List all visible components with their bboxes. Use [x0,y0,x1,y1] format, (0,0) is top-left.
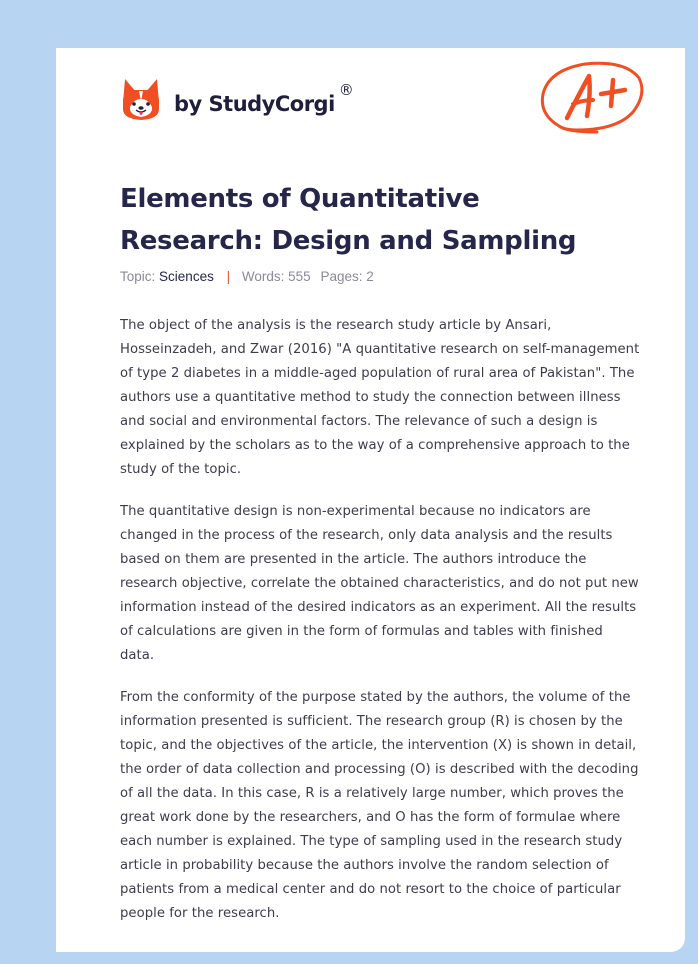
paragraph: From the conformity of the purpose stated by the authors, the volume of the information presented is sufficient. The research group (R) is chosen by the topic, and the objectives of the article, the intervention (X) is shown in detail, the order of data collection and processing (O) is described with the decoding of all the data. In this case, R is a relatively large number, which proves the great work done by the researchers, and O has the form of formulae where each number is explained. The type of sampling used in the research study article in probability because the authors involve the random selection of patients from a medical center and do not resort to the choice of particular people for the research. [120,690,639,921]
corgi-icon [120,77,162,123]
article-title: Elements of Quantitative Research: Design and Sampling [120,184,577,256]
article-body [120,314,640,944]
brand-name: by StudyCorgi [174,92,335,116]
article-meta [120,269,374,284]
studycorgi-logo[interactable] [120,76,354,124]
paragraph: The quantitative design is non-experimental because no indicators are changed in the process of the research, only data analysis and the results based on them are presented in the article. The authors introduce the research objective, correlate the obtained characteristics, and do not put new information instead of the desired indicators as an experiment. All the results of calculations are given in the form of formulas and tables with finished data. [120,504,639,663]
header [120,74,647,154]
topic-label: Topic: [120,269,156,284]
document-card [56,48,685,952]
word-count: Words: 555 [241,269,311,284]
a-plus-grade-icon [537,58,647,138]
topic-link[interactable]: Sciences [159,269,214,284]
page-count: Pages: 2 [320,269,374,284]
registered-mark: ® [338,81,354,99]
meta-separator: | [226,269,231,284]
paragraph: The object of the analysis is the research study article by Ansari, Hosseinzadeh, and Zwar (2016) "A quantitative research on self-management of type 2 diabetes in a middle-aged population of rural area of Pakistan". The authors use a quantitative method to study the connection between illness and social and environmental factors. The relevance of such a design is explained by the scholars as to the way of a comprehensive approach to the study of the topic. [120,318,640,477]
